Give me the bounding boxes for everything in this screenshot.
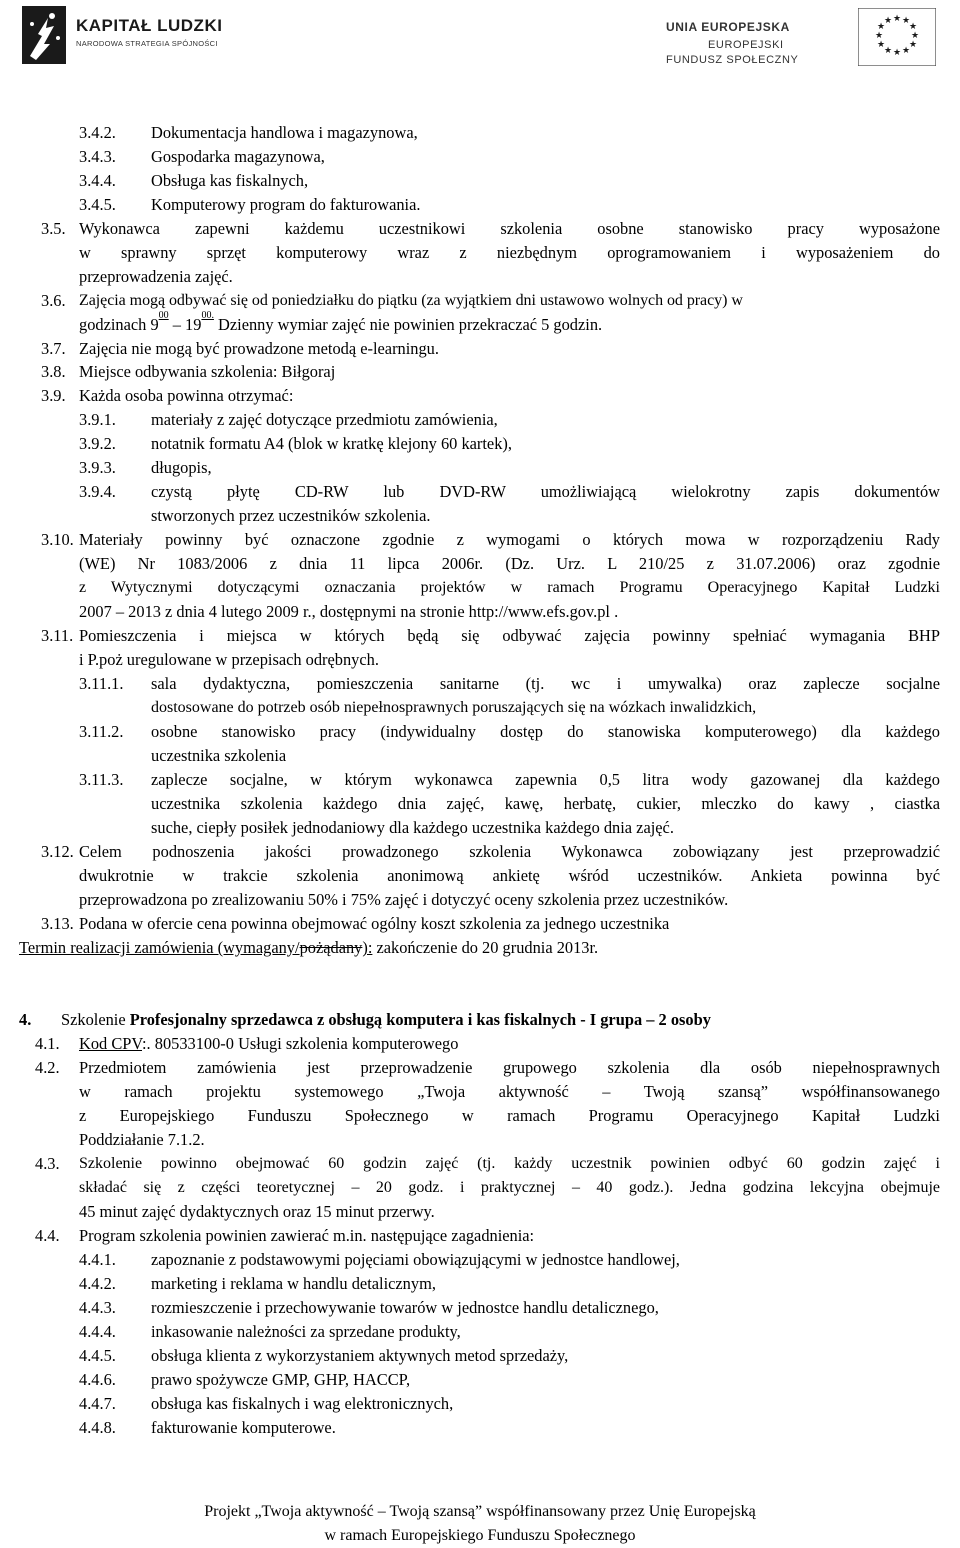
item-3-7-num: 3.7. bbox=[41, 339, 66, 358]
item-4-2-line1: Przedmiotem zamówienia jest przeprowadzenie grupowego szkolenia dla osób niepełnosprawnych bbox=[79, 1058, 940, 1077]
item-3-9-4-num: 3.9.4. bbox=[79, 482, 116, 501]
eu-logo-line1: UNIA EUROPEJSKA bbox=[666, 20, 790, 34]
item-3-4-2-text: Dokumentacja handlowa i magazynowa, bbox=[151, 123, 418, 142]
item-4-4-3-num: 4.4.3. bbox=[79, 1298, 116, 1317]
item-3-9-1-num: 3.9.1. bbox=[79, 410, 116, 429]
svg-text:★: ★ bbox=[901, 46, 911, 56]
footer-line2: w ramach Europejskiego Funduszu Społecznego bbox=[324, 1527, 636, 1544]
item-3-4-3-text: Gospodarka magazynowa, bbox=[151, 147, 325, 166]
item-3-10-num: 3.10. bbox=[41, 530, 74, 549]
svg-text:★: ★ bbox=[883, 16, 893, 26]
item-3-6-line2: godzinach $9^{00} - 19^{00.}$ Dzienny wymiar zajęć nie powinien przekraczać 5 godzin. bbox=[79, 310, 603, 334]
item-4-4-4-text: inkasowanie należności za sprzedane produkty, bbox=[151, 1322, 461, 1341]
item-3-9-3-text: długopis, bbox=[151, 458, 212, 477]
item-3-6-line1: Zajęcia mogą odbywać się od poniedziałku do piątku (za wyjątkiem dni ustawowo wolnych od pracy) w bbox=[79, 292, 743, 309]
item-4-4-2-text: marketing i reklama w handlu detalicznym, bbox=[151, 1274, 436, 1293]
page-footer bbox=[0, 1500, 960, 1548]
item-3-10-line4: 2007 – 2013 z dnia 4 lutego 2009 r., dostępnymi na stronie http://www.efs.gov.pl . bbox=[79, 602, 619, 621]
svg-text:★: ★ bbox=[874, 31, 884, 41]
svg-text:★: ★ bbox=[910, 31, 920, 41]
kapital-ludzki-logo bbox=[22, 6, 272, 66]
item-3-12-line2: dwukrotnie w trakcie szkolenia anonimową ankietę wśród uczestników. Ankieta powinna być bbox=[79, 866, 940, 885]
item-3-4-3: 3.4.3. bbox=[79, 147, 116, 166]
section-4-num: 4. bbox=[19, 1010, 32, 1029]
item-3-4-5-text: Komputerowy program do fakturowania. bbox=[151, 195, 421, 214]
item-4-2-line2: w ramach projektu systemowego „Twoja aktywność – Twoją szansą” współfinansowanego bbox=[79, 1082, 940, 1101]
item-3-5-line2: w sprawny sprzęt komputerowy wraz z niezbędnym oprogramowaniem i wyposażeniem do bbox=[79, 243, 940, 262]
item-3-13-text: Podana w ofercie cena powinna obejmować ogólny koszt szkolenia za jednego uczestnika bbox=[79, 914, 670, 933]
eu-flag-icon bbox=[858, 8, 936, 66]
kapital-ludzki-subtitle: NARODOWA STRATEGIA SPÓJNOŚCI bbox=[76, 39, 218, 48]
svg-text:★: ★ bbox=[908, 22, 918, 32]
item-4-3-line3: 45 minut zajęć dydaktycznych oraz 15 minut przerwy. bbox=[79, 1202, 435, 1221]
item-3-11-2-line1: osobne stanowisko pracy (indywidualny dostęp do stanowiska komputerowego) dla każdego bbox=[151, 722, 940, 741]
eu-logo bbox=[666, 8, 936, 72]
item-3-13-num: 3.13. bbox=[41, 914, 74, 933]
item-3-11-2-line2: uczestnika szkolenia bbox=[151, 746, 287, 765]
svg-text:★: ★ bbox=[883, 46, 893, 56]
item-3-9-4-line1: czystą płytę CD-RW lub DVD-RW umożliwiającą wielokrotny zapis dokumentów bbox=[151, 482, 940, 501]
item-4-3-num: 4.3. bbox=[35, 1154, 60, 1173]
page-header bbox=[0, 0, 960, 90]
item-3-11-3-line2: uczestnika szkolenia każdego dnia zajęć, kawę, herbatę, cukier, mleczko do kawy , ciastka bbox=[151, 794, 940, 813]
item-4-4-num: 4.4. bbox=[35, 1226, 60, 1245]
item-3-9-text: Każda osoba powinna otrzymać: bbox=[79, 386, 294, 405]
item-4-2-line3: z Europejskiego Funduszu Społecznego w ramach Programu Operacyjnego Kapitał Ludzki bbox=[79, 1106, 940, 1125]
item-3-12-line1: Celem podnoszenia jakości prowadzonego szkolenia Wykonawca zobowiązany jest przeprowadzić bbox=[79, 842, 940, 861]
item-3-4-2: 3.4.2. bbox=[79, 123, 116, 142]
item-4-4-7-text: obsługa kas fiskalnych i wag elektronicznych, bbox=[151, 1394, 454, 1413]
item-3-5-line3: przeprowadzenia zajęć. bbox=[79, 267, 233, 286]
item-4-4-6-num: 4.4.6. bbox=[79, 1370, 116, 1389]
item-3-8-text: Miejsce odbywania szkolenia: Biłgoraj bbox=[79, 362, 336, 381]
item-3-4-5: 3.4.5. bbox=[79, 195, 116, 214]
item-3-11-line1: Pomieszczenia i miejsca w których będą się odbywać zajęcia powinny spełniać wymagania BHP bbox=[79, 626, 940, 645]
item-4-4-5-text: obsługa klienta z wykorzystaniem aktywnych metod sprzedaży, bbox=[151, 1346, 569, 1365]
item-3-11-1-num: 3.11.1. bbox=[79, 674, 124, 693]
item-4-4-8-num: 4.4.8. bbox=[79, 1418, 116, 1437]
kapital-ludzki-emblem-icon bbox=[22, 6, 66, 64]
deadline-line: Termin realizacji zamówienia (wymagany/pożądany): zakończenie do 20 grudnia 2013r. bbox=[19, 938, 599, 957]
item-3-11-2-num: 3.11.2. bbox=[79, 722, 124, 741]
item-3-12-line3: przeprowadzona po zrealizowaniu 50% i 75% zajęć i dotyczyć oceny szkolenia przez uczestników. bbox=[79, 890, 729, 909]
item-3-4-4-text: Obsługa kas fiskalnych, bbox=[151, 171, 309, 190]
item-4-1-num: 4.1. bbox=[35, 1034, 60, 1053]
item-3-9-1-text: materiały z zajęć dotyczące przedmiotu zamówienia, bbox=[151, 410, 498, 429]
item-4-4-3-text: rozmieszczenie i przechowywanie towarów w jednostce handlu detalicznego, bbox=[151, 1298, 659, 1317]
item-4-2-line4: Poddziałanie 7.1.2. bbox=[79, 1130, 205, 1149]
item-4-4-7-num: 4.4.7. bbox=[79, 1394, 116, 1413]
item-4-3-line2: składać się z części teoretycznej – 20 godz. i praktycznej – 40 godz.). Jedna godzina lekcyjna obejmuje bbox=[79, 1179, 940, 1196]
item-3-9-num: 3.9. bbox=[41, 386, 66, 405]
item-3-11-line2: i P.poż uregulowane w przepisach odrębnych. bbox=[79, 650, 379, 669]
item-4-1-text: Kod CPV:. 80533100-0 Usługi szkolenia komputerowego bbox=[79, 1034, 459, 1053]
item-4-4-text: Program szkolenia powinien zawierać m.in. następujące zagadnienia: bbox=[79, 1226, 535, 1245]
svg-text:★: ★ bbox=[901, 16, 911, 26]
item-3-7-text: Zajęcia nie mogą być prowadzone metodą e-learningu. bbox=[79, 339, 439, 358]
item-4-4-6-text: prawo spożywcze GMP, GHP, HACCP, bbox=[151, 1370, 411, 1389]
item-4-4-1-text: zapoznanie z podstawowymi pojęciami obowiązującymi w jednostce handlowej, bbox=[151, 1250, 680, 1269]
item-4-2-num: 4.2. bbox=[35, 1058, 60, 1077]
item-4-4-5-num: 4.4.5. bbox=[79, 1346, 116, 1365]
kapital-ludzki-title: KAPITAŁ LUDZKI bbox=[76, 16, 223, 35]
svg-text:★: ★ bbox=[908, 40, 918, 50]
svg-text:★: ★ bbox=[876, 40, 886, 50]
item-3-11-3-num: 3.11.3. bbox=[79, 770, 124, 789]
item-3-5-num: 3.5. bbox=[41, 219, 66, 238]
item-3-4-4: 3.4.4. bbox=[79, 171, 116, 190]
eu-logo-line2: EUROPEJSKI bbox=[708, 39, 784, 51]
item-3-5-line1: Wykonawca zapewni każdemu uczestnikowi szkolenia osobne stanowisko pracy wyposażone bbox=[79, 219, 940, 238]
eu-logo-line3: FUNDUSZ SPOŁECZNY bbox=[666, 54, 799, 66]
item-3-9-3-num: 3.9.3. bbox=[79, 458, 116, 477]
item-3-9-2-text: notatnik formatu A4 (blok w kratkę klejony 60 kartek), bbox=[151, 434, 512, 453]
item-3-10-line1: Materiały powinny być oznaczone zgodnie z wymogami o których mowa w rozporządzeniu Rady bbox=[79, 530, 940, 549]
item-3-11-1-line1: sala dydaktyczna, pomieszczenia sanitarne (tj. wc i umywalka) oraz zaplecze socjalne bbox=[151, 674, 940, 693]
footer-line1: Projekt „Twoja aktywność – Twoją szansą” współfinansowany przez Unię Europejską bbox=[204, 1503, 756, 1520]
item-3-10-line3: z Wytycznymi dotyczącymi oznaczania projektów w ramach Programu Operacyjnego Kapitał Ludzki bbox=[79, 579, 940, 596]
item-3-11-3-line1: zaplecze socjalne, w którym wykonawca zapewnia 0,5 litra wody gazowanej dla każdego bbox=[151, 770, 940, 789]
svg-text:★: ★ bbox=[892, 14, 902, 24]
item-3-6-num: 3.6. bbox=[41, 291, 66, 310]
item-3-11-num: 3.11. bbox=[41, 626, 74, 645]
item-4-4-1-num: 4.4.1. bbox=[79, 1250, 116, 1269]
item-3-12-num: 3.12. bbox=[41, 842, 74, 861]
item-3-10-line2: (WE) Nr 1083/2006 z dnia 11 lipca 2006r. (Dz. Urz. L 210/25 z 31.07.2006) oraz zgodnie bbox=[79, 554, 940, 573]
item-4-4-4-num: 4.4.4. bbox=[79, 1322, 116, 1341]
svg-text:★: ★ bbox=[892, 48, 902, 58]
item-4-4-8-text: fakturowanie komputerowe. bbox=[151, 1418, 336, 1437]
item-3-9-2-num: 3.9.2. bbox=[79, 434, 116, 453]
item-4-3-line1: Szkolenie powinno obejmować 60 godzin zajęć (tj. każdy uczestnik powinien odbyć 60 godzin zajęć i bbox=[79, 1155, 940, 1172]
item-4-4-2-num: 4.4.2. bbox=[79, 1274, 116, 1293]
svg-text:★: ★ bbox=[876, 22, 886, 32]
section-4-title: Szkolenie Profesjonalny sprzedawca z obsługą komputera i kas fiskalnych - I grupa – 2 osoby bbox=[61, 1010, 711, 1029]
item-3-11-3-line3: suche, ciepły posiłek jednodaniowy dla każdego uczestnika każdego dnia zajęć. bbox=[151, 818, 674, 837]
item-3-8-num: 3.8. bbox=[41, 362, 66, 381]
item-3-11-1-line2: dostosowane do potrzeb osób niepełnosprawnych poruszających się na wózkach inwalidzkich, bbox=[151, 699, 757, 716]
item-3-9-4-line2: stworzonych przez uczestników szkolenia. bbox=[151, 506, 431, 525]
